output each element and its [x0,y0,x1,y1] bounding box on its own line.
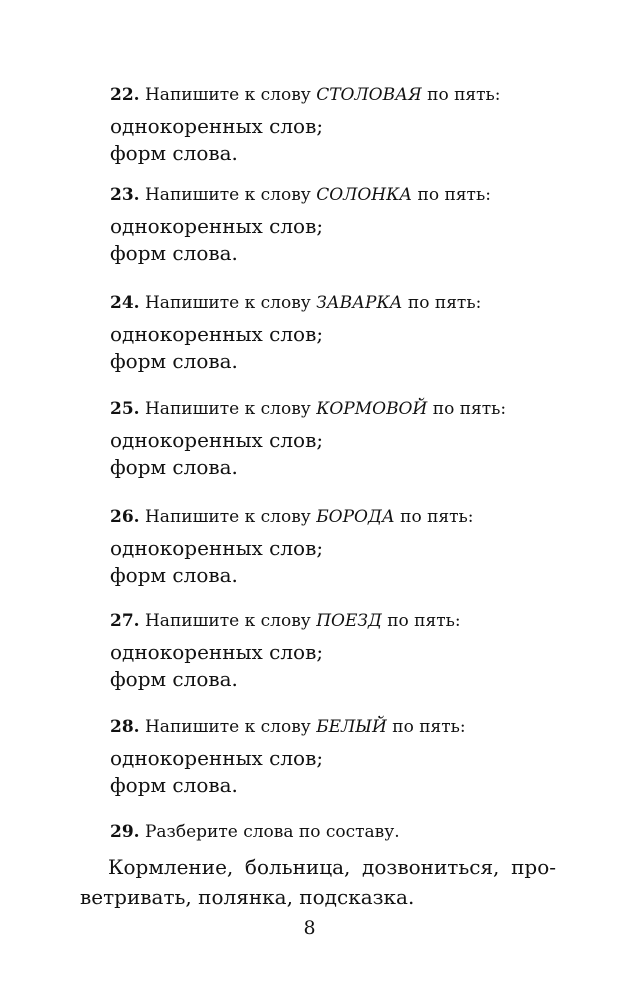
target-word: КОРМОВОЙ [316,399,428,419]
task-26 [110,506,570,589]
task-item: однокоренных слов; [110,322,324,346]
task-number: 27. [110,611,140,631]
task-items [110,535,570,589]
task-items [110,113,570,167]
task-heading [110,610,570,632]
target-word: СОЛОНКА [316,185,413,205]
task-item: форм слова. [110,773,238,797]
task-item: однокоренных слов; [110,114,324,138]
task-item: однокоренных слов; [110,214,324,238]
task-heading [110,506,570,528]
word-list-line: Кормление, больница, дозвониться, про- [108,855,556,879]
task-27 [110,610,570,693]
task-24 [110,292,570,375]
task-item: форм слова. [110,141,238,165]
task-item: форм слова. [110,667,238,691]
task-prefix: Напишите к слову [144,293,311,313]
target-word: БЕЛЫЙ [316,717,387,737]
task-number: 28. [110,717,140,737]
task-prefix: Напишите к слову [144,611,311,631]
task-items [110,427,570,481]
task-heading [110,292,570,314]
task-items [110,639,570,693]
task-22 [110,84,570,167]
task-items [110,321,570,375]
task-29-words [80,852,556,912]
task-suffix: по пять: [427,85,501,105]
task-25 [110,398,570,481]
task-suffix: по пять: [432,399,507,419]
task-number: 23. [110,185,140,205]
target-word: ПОЕЗД [316,611,382,631]
task-prefix: Напишите к слову [144,399,311,419]
task-23 [110,184,570,267]
page-number: 8 [303,917,316,939]
task-heading [110,398,570,420]
task-number: 25. [110,399,140,419]
task-item: однокоренных слов; [110,746,324,770]
target-word: ЗАВАРКА [316,293,403,313]
task-item: однокоренных слов; [110,536,324,560]
task-items [110,213,570,267]
task-item: форм слова. [110,241,238,265]
task-items [110,745,570,799]
task-28 [110,716,570,799]
word-list-line: ветривать, полянка, подсказка. [80,885,415,909]
task-suffix: по пять: [400,507,474,527]
task-instruction: Разберите слова по составу. [144,822,400,842]
task-prefix: Напишите к слову [144,185,311,205]
target-word: БОРОДА [316,507,395,527]
task-item: однокоренных слов; [110,428,324,452]
task-heading [110,84,570,106]
task-heading [110,716,570,738]
task-item: форм слова. [110,349,238,373]
task-prefix: Напишите к слову [144,85,311,105]
target-word: СТОЛОВАЯ [316,85,422,105]
task-item: форм слова. [110,563,238,587]
task-prefix: Напишите к слову [144,717,311,737]
task-number: 29. [110,822,140,842]
task-item: однокоренных слов; [110,640,324,664]
task-suffix: по пять: [392,717,466,737]
task-suffix: по пять: [417,185,491,205]
task-number: 26. [110,507,140,527]
task-number: 22. [110,85,140,105]
task-suffix: по пять: [407,293,482,313]
task-suffix: по пять: [387,611,461,631]
task-number: 24. [110,293,140,313]
task-heading [110,184,570,206]
task-prefix: Напишите к слову [144,507,311,527]
task-29-heading [110,821,400,843]
task-item: форм слова. [110,455,238,479]
